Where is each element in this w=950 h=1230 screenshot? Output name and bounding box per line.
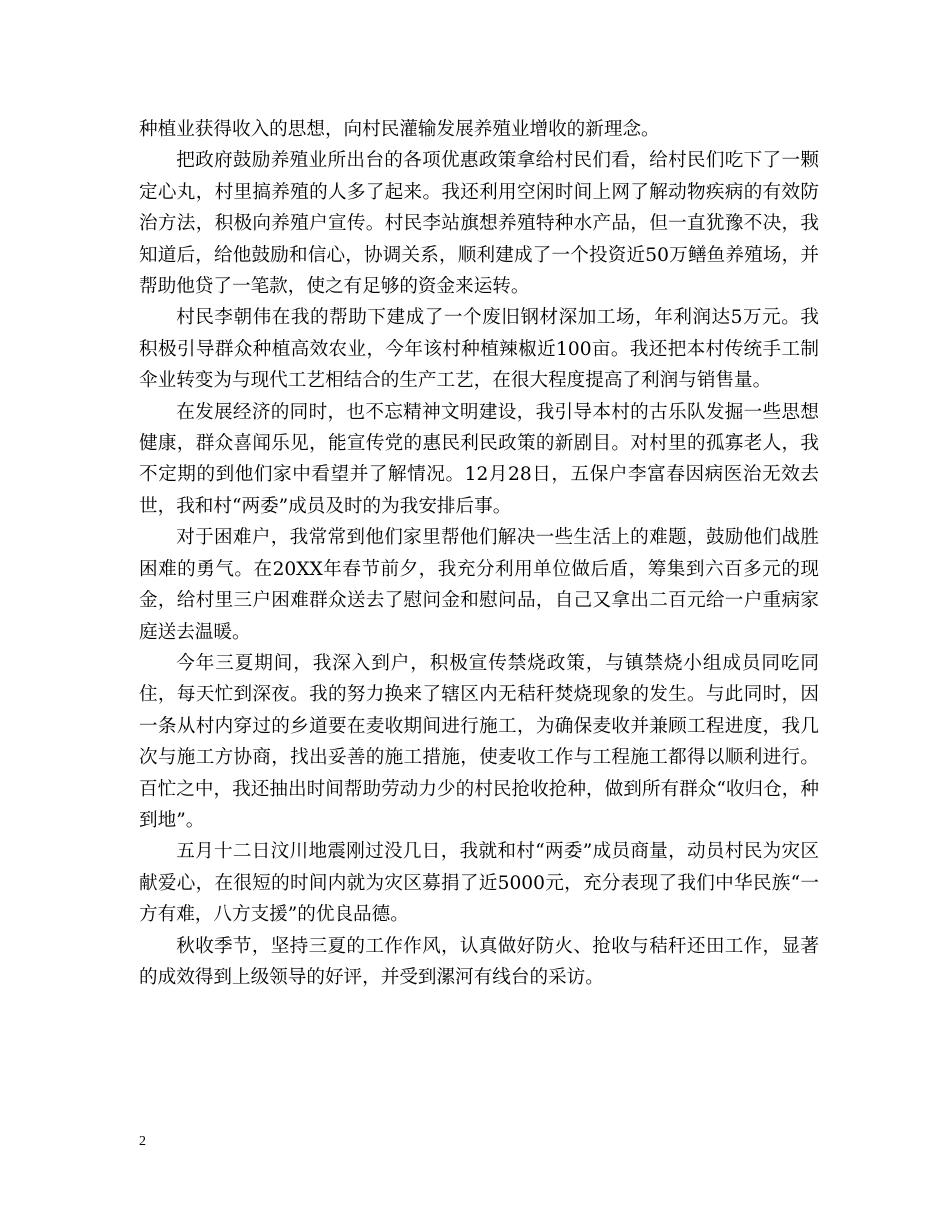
paragraph-autumn-harvest: 秋收季节，坚持三夏的工作作风，认真做好防火、抢收与秸秆还田工作，显著的成效得到上级领导的好评，并受到漯河有线台的采访。: [139, 935, 819, 988]
paragraph-steel-plant: 村民李朝伟在我的帮助下建成了一个废旧钢材深加工场，年利润达5万元。我积极引导群众种植高效农业，今年该村种植辣椒近100亩。我还把本村传统手工制伞业转变为与现代工艺相结合的生产工艺，在很大程度提高了利润与销售量。: [139, 307, 819, 392]
paragraph-continuation: 种植业获得收入的思想，向村民灌输发展养殖业增收的新理念。: [139, 119, 660, 140]
paragraph-spiritual-civilization: 在发展经济的同时，也不忘精神文明建设，我引导本村的古乐队发掘一些思想健康，群众喜闻乐见，能宣传党的惠民利民政策的新剧目。对村里的孤寡老人，我不定期的到他们家中看望并了解情况。12月28日，五保户李富春因病医治无效去世，我和村“两委”成员及时的为我安排后事。: [139, 401, 819, 517]
paragraph-poor-households: 对于困难户，我常常到他们家里帮他们解决一些生活上的难题，鼓励他们战胜困难的勇气。在20XX年春节前夕，我充分利用单位做后盾，筹集到六百多元的现金，给村里三户困难群众送去了慰问金和慰问品，自己又拿出二百元给一户重病家庭送去温暖。: [139, 527, 819, 643]
paragraph-summer-harvest: 今年三夏期间，我深入到户，积极宣传禁烧政策，与镇禁烧小组成员同吃同住，每天忙到深夜。我的努力换来了辖区内无秸秆焚烧现象的发生。与此同时，因一条从村内穿过的乡道要在麦收期间进行施工，为确保麦收并兼顾工程进度，我几次与施工方协商，找出妥善的施工措施，使麦收工作与工程施工都得以顺利进行。百忙之中，我还抽出时间帮助劳动力少的村民抢收抢种，做到所有群众“收归仓，种到地”。: [139, 652, 819, 831]
document-body: [139, 114, 819, 993]
page-number: 2: [139, 1134, 146, 1149]
paragraph-earthquake-donation: 五月十二日汶川地震刚过没几日，我就和村“两委”成员商量，动员村民为灾区献爱心，在很短的时间内就为灾区募捐了近5000元，充分表现了我们中华民族“一方有难，八方支援”的优良品德。: [139, 841, 819, 926]
paragraph-subsidy-policy: 把政府鼓励养殖业所出台的各项优惠政策拿给村民们看，给村民们吃下了一颗定心丸，村里搞养殖的人多了起来。我还利用空闲时间上网了解动物疾病的有效防治方法，积极向养殖户宣传。村民李站旗想养殖特种水产品，但一直犹豫不决，我知道后，给他鼓励和信心，协调关系，顺利建成了一个投资近50万鳝鱼养殖场，并帮助他贷了一笔款，使之有足够的资金来运转。: [139, 150, 819, 298]
